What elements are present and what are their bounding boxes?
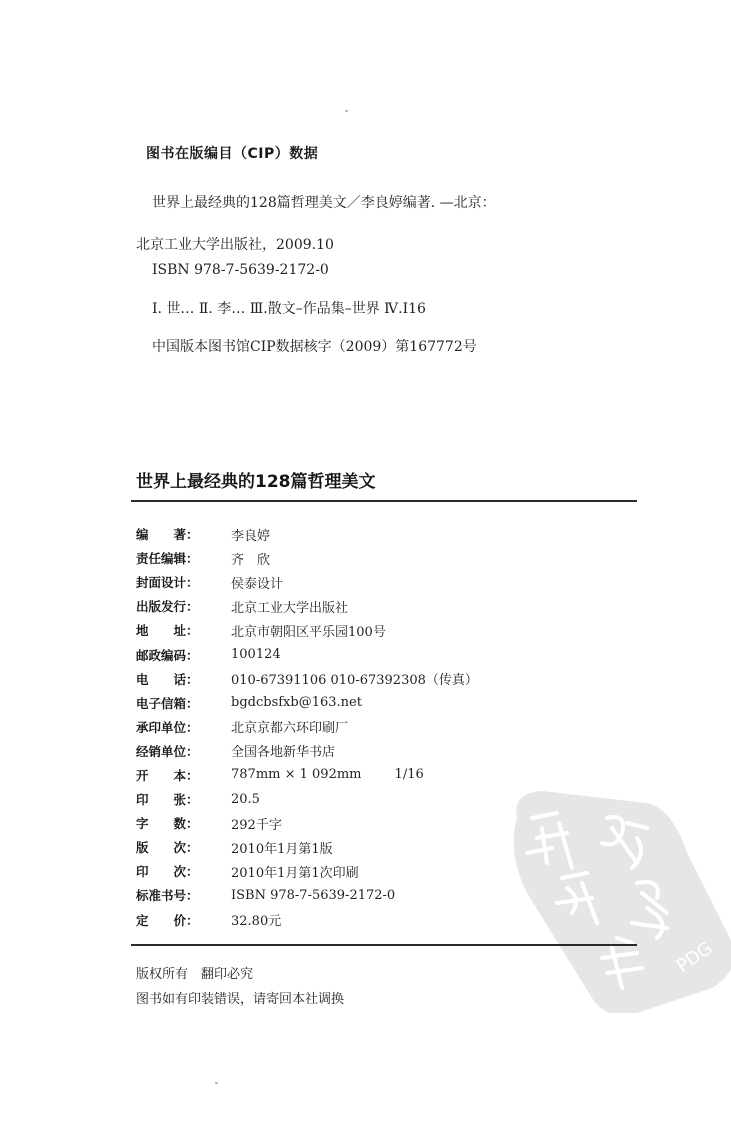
detail-value: 010-67391106 010-67392308（传真） [231, 673, 478, 689]
detail-label: 邮政编码： [136, 647, 199, 663]
detail-value: bgdcbsfxb@163.net [231, 695, 362, 711]
detail-row-printer [136, 715, 478, 739]
cip-heading: 图书在版编目（CIP）数据 [146, 146, 319, 162]
divider-bottom [131, 944, 637, 946]
detail-label: 版 次： [136, 840, 199, 856]
detail-value: 全国各地新华书店 [231, 745, 336, 761]
detail-row-phone [136, 667, 478, 691]
svg-text:PDG: PDG [672, 937, 717, 978]
detail-row-publisher [136, 594, 478, 618]
detail-label: 承印单位： [136, 719, 199, 735]
detail-row-email [136, 691, 478, 715]
detail-row-format [136, 763, 478, 787]
detail-value: 100124 [231, 647, 281, 663]
divider-top [131, 500, 637, 502]
cip-line-record-number: 中国版本图书馆CIP数据核字（2009）第167772号 [152, 339, 477, 355]
detail-label: 责任编辑： [136, 551, 199, 567]
book-details-table [136, 522, 478, 932]
detail-value: 32.80元 [231, 914, 282, 930]
detail-row-cover-design [136, 570, 478, 594]
detail-label: 经销单位： [136, 743, 199, 759]
misprint-notice: 图书如有印装错误，请寄回本社调换 [136, 992, 345, 1007]
detail-row-printing [136, 859, 478, 883]
cip-line-classification: Ⅰ. 世… Ⅱ. 李… Ⅲ.散文–作品集–世界 Ⅳ.I16 [152, 301, 426, 317]
copyright-notice: 版权所有 翻印必究 [136, 967, 254, 982]
detail-row-address [136, 618, 478, 642]
cip-line-publisher: 北京工业大学出版社，2009.10 [136, 237, 334, 253]
detail-row-postcode [136, 642, 478, 666]
detail-label: 地 址： [136, 623, 199, 639]
detail-row-edition [136, 835, 478, 859]
detail-row-distributor [136, 739, 478, 763]
detail-row-author [136, 522, 478, 546]
detail-row-isbn [136, 883, 478, 907]
detail-value: 2010年1月第1次印刷 [231, 865, 359, 881]
detail-label: 编 著： [136, 527, 199, 543]
detail-value: 齐 欣 [231, 552, 271, 568]
cip-line-title: 世界上最经典的128篇哲理美文／李良婷编著. —北京： [152, 195, 496, 211]
detail-label: 电 话： [136, 671, 199, 687]
cip-line-isbn: ISBN 978-7-5639-2172-0 [152, 262, 329, 278]
detail-label: 定 价： [136, 912, 199, 928]
scan-speck [215, 1082, 218, 1084]
detail-value: 北京市朝阳区平乐园100号 [231, 624, 386, 640]
book-title: 世界上最经典的128篇哲理美文 [136, 472, 376, 492]
detail-value: 20.5 [231, 791, 260, 807]
detail-value: 787mm × 1 092mm 1/16 [231, 767, 424, 783]
detail-value: 2010年1月第1版 [231, 841, 333, 857]
detail-label: 出版发行： [136, 599, 199, 615]
detail-label: 开 本： [136, 767, 199, 783]
detail-row-editor [136, 546, 478, 570]
detail-row-sheets [136, 787, 478, 811]
detail-label: 封面设计： [136, 575, 199, 591]
detail-value: 北京工业大学出版社 [231, 600, 349, 616]
detail-row-price [136, 908, 478, 932]
detail-value: 侯泰设计 [231, 576, 284, 592]
detail-value: 292千字 [231, 817, 282, 833]
detail-label: 印 张： [136, 792, 199, 808]
detail-label: 电子信箱： [136, 695, 199, 711]
detail-value: ISBN 978-7-5639-2172-0 [231, 887, 396, 903]
scan-speck [345, 110, 348, 112]
detail-label: 印 次： [136, 864, 199, 880]
detail-label: 字 数： [136, 816, 199, 832]
detail-value: 李良婷 [231, 528, 271, 544]
detail-row-word-count [136, 811, 478, 835]
pdg-watermark-stamp-icon [497, 773, 731, 1013]
detail-label: 标准书号： [136, 888, 199, 904]
detail-value: 北京京都六环印刷厂 [231, 721, 349, 737]
